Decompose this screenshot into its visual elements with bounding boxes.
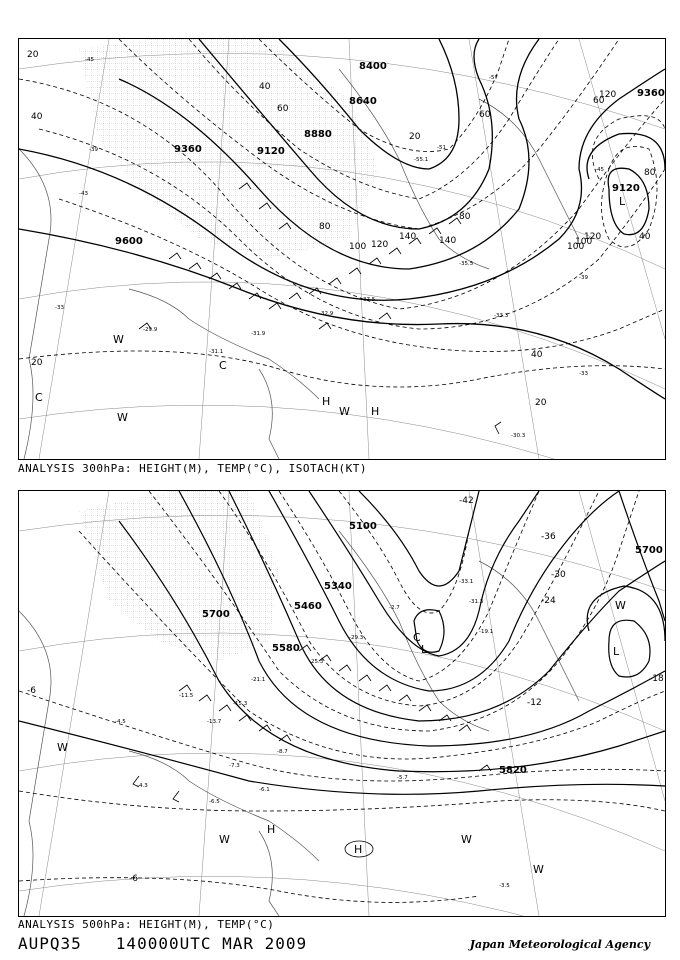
height-label: 9360 (174, 144, 202, 155)
height-label: 5700 (202, 609, 230, 620)
cold-center-marker: C (413, 631, 421, 644)
isotherm-label: -12 (527, 698, 542, 708)
height-label: 9120 (257, 146, 285, 157)
isotach-label: 100 (575, 237, 593, 247)
temp-label: -45 (595, 167, 604, 173)
temp-label: -3.5 (499, 883, 510, 889)
temp-label: -19.1 (479, 629, 494, 635)
warm-center-marker: W (57, 741, 68, 754)
warm-center-marker: W (461, 833, 472, 846)
height-label: 8880 (304, 129, 332, 140)
temp-label: -21.1 (251, 677, 266, 683)
temp-label: -33.1 (459, 579, 474, 585)
temp-label: -29.3 (349, 635, 364, 641)
chart-number: AUPQ35 (18, 934, 82, 953)
panel-caption-500hpa: ANALYSIS 500hPa: HEIGHT(M), TEMP(°C) (18, 918, 275, 931)
agency-credit: Japan Meteorological Agency (469, 938, 650, 951)
isotach-label: 80 (644, 168, 656, 178)
height-label: 5340 (324, 581, 352, 592)
warm-center-marker: W (113, 333, 124, 346)
isotach-label: 40 (259, 82, 271, 92)
isotherm-label: -6 (27, 686, 36, 696)
high-center-marker: H (371, 405, 380, 418)
temp-label: -39 (89, 147, 98, 153)
temp-label: -33 (55, 305, 64, 311)
temp-label: -29.9 (143, 327, 158, 333)
height-label: 9120 (612, 183, 640, 194)
isotach-label: 60 (277, 104, 289, 114)
isotach-label: 40 (639, 232, 651, 242)
warm-center-marker: W (339, 405, 350, 418)
temp-label: -30.3 (511, 433, 526, 439)
warm-center-marker: W (533, 863, 544, 876)
map-500hpa (19, 491, 665, 916)
chart-identifier (18, 934, 341, 953)
hatched-region (79, 39, 379, 259)
height-label: 8400 (359, 61, 387, 72)
isotach-label: 20 (409, 132, 421, 142)
temp-label: -55.1 (414, 157, 429, 163)
temp-label: -6.5 (209, 799, 220, 805)
temp-label: -32.9 (319, 311, 334, 317)
temp-label: -11.5 (179, 693, 194, 699)
low-center-marker: L (619, 195, 626, 208)
temp-label: -31.1 (209, 349, 224, 355)
isotherm-label: -30 (551, 570, 566, 580)
isotach-label: 80 (319, 222, 331, 232)
isotach-label: 60 (593, 96, 605, 106)
temp-label: -45 (85, 57, 94, 63)
temp-label: -4.3 (137, 783, 148, 789)
high-center-marker: H (354, 843, 363, 856)
temp-label: -57 (489, 75, 498, 81)
isotach-label: 60 (479, 110, 491, 120)
isotherm-label: -18 (649, 674, 664, 684)
isotach-label: 80 (459, 212, 471, 222)
temp-label: -43 (79, 191, 88, 197)
isotherm-label: -24 (541, 596, 556, 606)
temp-label: -15.3 (233, 701, 248, 707)
cold-center-marker: C (35, 391, 43, 404)
panel-caption-300hpa: ANALYSIS 300hPa: HEIGHT(M), TEMP(°C), ISOTACH(KT) (18, 462, 368, 475)
high-center-marker: H (267, 823, 276, 836)
temp-label: -33 (579, 371, 588, 377)
temp-label: -35.5 (459, 261, 474, 267)
isotach-label: 40 (531, 350, 543, 360)
isotach-label: 140 (399, 232, 417, 242)
low-center-marker: L (421, 643, 428, 656)
height-label: 5100 (349, 521, 377, 532)
warm-center-marker: W (219, 833, 230, 846)
height-label: 9600 (115, 236, 143, 247)
isotach-label: 140 (439, 236, 457, 246)
isotach-label: 120 (371, 240, 389, 250)
temp-label: -7.3 (229, 763, 240, 769)
high-center-marker: H (322, 395, 331, 408)
height-label: 5700 (635, 545, 663, 556)
map-300hpa (19, 39, 665, 459)
height-label: 9360 (637, 88, 665, 99)
height-label: 5460 (294, 601, 322, 612)
isotach-label: 120 (584, 232, 602, 242)
temp-label: -5.7 (397, 775, 408, 781)
warm-center-marker: W (615, 599, 626, 612)
height-label: 5820 (499, 765, 527, 776)
isotach-label: 40 (31, 112, 43, 122)
isotach-label: 20 (31, 358, 43, 368)
temp-label: -2.7 (389, 605, 400, 611)
temp-label: -25.3 (309, 659, 324, 665)
isotach-label: 120 (599, 90, 617, 100)
temp-label: -6.1 (259, 787, 270, 793)
valid-time: 140000UTC MAR 2009 (115, 934, 308, 953)
isotach-label: 100 (567, 242, 585, 252)
warm-center-marker: W (117, 411, 128, 424)
low-center-marker: L (613, 645, 620, 658)
isotach-label: 20 (27, 50, 39, 60)
isotherm-label: -6 (129, 874, 138, 884)
isotach-label: 100 (349, 242, 367, 252)
map-panel-300hpa (18, 38, 666, 460)
height-label: 5580 (272, 643, 300, 654)
temp-label: -31.3 (469, 599, 484, 605)
temp-label: -31.9 (251, 331, 266, 337)
temp-label: -37.5 (361, 297, 376, 303)
height-label: 8640 (349, 96, 377, 107)
temp-label: -33.3 (494, 313, 509, 319)
coastlines (19, 531, 579, 916)
temp-label: -39 (579, 275, 588, 281)
temp-label: -8.7 (277, 749, 288, 755)
map-panel-500hpa (18, 490, 666, 917)
isotherm-label: -42 (459, 496, 474, 506)
isotherm-label: -36 (541, 532, 556, 542)
temp-label: -51 (437, 145, 446, 151)
temp-label: -13.7 (207, 719, 222, 725)
cold-center-marker: C (219, 359, 227, 372)
temp-label: -4.5 (115, 719, 126, 725)
isotach-label: 20 (535, 398, 547, 408)
